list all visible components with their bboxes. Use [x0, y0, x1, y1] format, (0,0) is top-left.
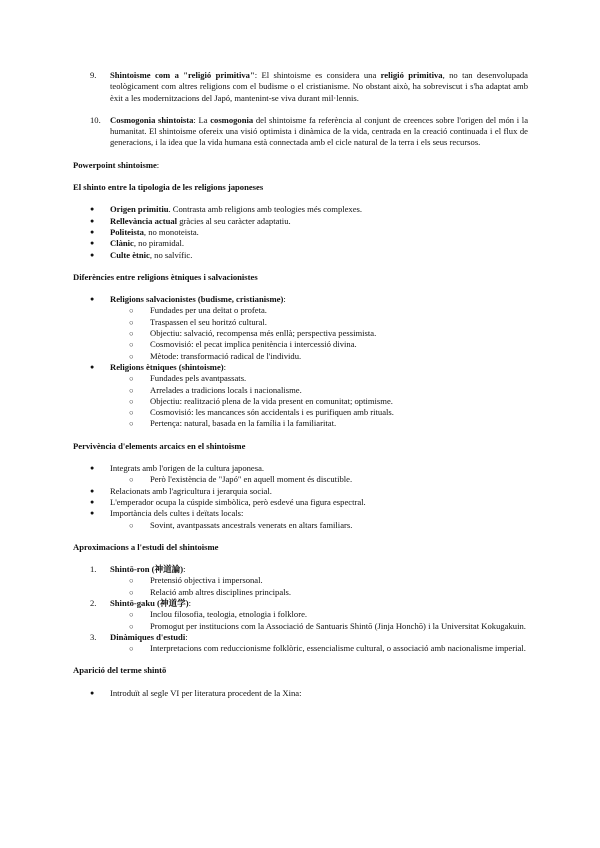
circle-bullet-icon: ○: [129, 576, 134, 586]
sub-item-text: Fundades pels avantpassats.: [150, 373, 247, 384]
circle-bullet-icon: ○: [129, 306, 134, 316]
sub-list-item: [73, 339, 528, 350]
circle-bullet-icon: ○: [129, 329, 134, 339]
list-item-bold: Rellevància actual: [110, 215, 178, 226]
document-content: [73, 70, 528, 699]
sub-list: [110, 474, 528, 485]
section-heading-aparicio: Aparició del terme shintō: [73, 665, 167, 676]
sub-item-text: Pretensió objectiva i impersonal.: [150, 575, 263, 586]
bullet-icon: ●: [90, 216, 95, 225]
item-suffix: :: [185, 631, 188, 642]
item-text: , no tan desenvolupada teològicament com altres religions com el budisme o el cristianisme. No obstant això, ha sobreviscut i s'ha adaptat amb èxit a les modernitzacions del Japó, mantenint-se viva durant mil·lennis.: [110, 70, 528, 103]
bullet-icon: ●: [90, 486, 95, 495]
sub-list-item: [73, 418, 528, 429]
item-number: 1.: [90, 564, 97, 575]
sub-item-text: Objectiu: salvació, recompensa més enllà; perspectiva pessimista.: [150, 328, 377, 339]
sub-list-item: [73, 317, 528, 328]
bullet-icon: ●: [90, 205, 95, 214]
list-item-text: Introduït al segle VI per literatura procedent de la Xina:: [110, 687, 302, 698]
list-item-text: Integrats amb l'origen de la cultura japonesa.: [110, 463, 265, 474]
sub-list-item: [73, 575, 528, 586]
section-heading-pervivencia: Pervivència d'elements arcaics en el shintoisme: [73, 440, 246, 451]
group-title: Religions salvacionistes (budisme, cristianisme): [110, 294, 284, 305]
list-item-bold: Culte ètnic: [110, 249, 150, 260]
diferencies-list: [73, 294, 528, 430]
circle-bullet-icon: ○: [129, 610, 134, 620]
sub-item-text: Cosmovisió: el pecat implica penitència i intercessió divina.: [150, 339, 357, 350]
sub-list-item: [73, 474, 528, 485]
item-title: Dinàmiques d'estudi: [110, 631, 186, 642]
sub-item-text: Interpretacions com reduccionisme folklòric, essencialisme cultural, o associació amb nacionalisme imperial.: [150, 643, 526, 654]
list-item-bold: Origen primitiu: [110, 204, 169, 215]
list-item-bold: Politeista: [110, 226, 144, 237]
circle-bullet-icon: ○: [129, 587, 134, 597]
sub-item-text: Però l'existència de "Japó" en aquell moment és discutible.: [150, 474, 353, 485]
aproximacions-list: [73, 564, 528, 654]
item-suffix: :: [188, 597, 191, 608]
list-item-text: , no piramidal.: [133, 238, 184, 249]
list-item: [73, 508, 528, 531]
circle-bullet-icon: ○: [129, 317, 134, 327]
numbered-list-item: [73, 598, 528, 632]
section-heading-tipologia: El shinto entre la tipologia de les religions japoneses: [73, 182, 264, 193]
sub-item-text: Relació amb altres disciplines principals.: [150, 586, 292, 597]
list-item: [73, 204, 528, 215]
circle-bullet-icon: ○: [129, 644, 134, 654]
numbered-list-item: [73, 564, 528, 598]
sub-item-text: Inclou filosofia, teologia, etnologia i folklore.: [150, 609, 308, 620]
item-suffix: :: [183, 564, 186, 575]
sub-item-text: Cosmovisió: les mancances són accidentals i es purifiquen amb rituals.: [150, 407, 394, 418]
sub-item-text: Sovint, avantpassats ancestrals venerats en altars familiars.: [150, 519, 353, 530]
numbered-item-9: [73, 70, 528, 104]
numbered-item-10: [73, 115, 528, 149]
bullet-icon: ●: [90, 497, 95, 506]
list-item: [73, 486, 528, 497]
circle-bullet-icon: ○: [129, 475, 134, 485]
item-title: Shintō-gaku (神道学): [110, 597, 189, 608]
sub-list-item: [73, 328, 528, 339]
sub-list-item: [73, 609, 528, 620]
sub-item-text: Mètode: transformació radical de l'individu.: [150, 350, 302, 361]
bullet-icon: ●: [90, 295, 95, 304]
sub-list-item: [73, 621, 528, 632]
sub-item-text: Objectiu: realització plena de la vida present en comunitat; optimisme.: [150, 395, 393, 406]
sub-list-item: [73, 351, 528, 362]
item-title: Shintō-ron (神道論): [110, 564, 184, 575]
group-suffix: :: [223, 361, 227, 372]
sub-item-text: Pertença: natural, basada en la família i la familiaritat.: [150, 418, 337, 429]
item-number: 2.: [90, 597, 97, 608]
list-item: [73, 497, 528, 508]
sub-list-item: [73, 587, 528, 598]
circle-bullet-icon: ○: [129, 396, 134, 406]
circle-bullet-icon: ○: [129, 419, 134, 429]
sub-item-text: Traspassen el seu horitzó cultural.: [150, 316, 267, 327]
item-text: : El shintoisme es considera una: [254, 70, 381, 80]
pervivencia-list: [73, 463, 528, 531]
aparicio-list: [73, 688, 528, 699]
sub-list: [110, 305, 528, 361]
bullet-icon: ●: [90, 239, 95, 248]
sub-list-item: [73, 305, 528, 316]
list-item: [73, 216, 528, 227]
sub-list: [110, 575, 528, 598]
circle-bullet-icon: ○: [129, 621, 134, 631]
bullet-icon: ●: [90, 688, 95, 697]
sub-list-item: [73, 385, 528, 396]
group-title: Religions ètniques (shintoisme): [110, 361, 224, 372]
sub-list-item: [73, 643, 528, 654]
circle-bullet-icon: ○: [129, 340, 134, 350]
bullet-icon: ●: [90, 250, 95, 259]
list-item-text: Importància dels cultes i deïtats locals:: [110, 508, 244, 519]
numbered-list-item: [73, 632, 528, 655]
list-item-text: , no salvífic.: [149, 249, 193, 260]
list-item: [73, 238, 528, 249]
list-item: [73, 688, 528, 699]
group-suffix: :: [283, 294, 286, 305]
list-item-text: Relacionats amb l'agricultura i jerarquia social.: [110, 485, 272, 496]
circle-bullet-icon: ○: [129, 385, 134, 395]
circle-bullet-icon: ○: [129, 351, 134, 361]
item-text: del shintoisme fa referència al conjunt de creences sobre l'origen del món i la humanitat. El shintoisme ofereix una visió optimista i dinàmica de la vida, centrada en la creació continuada i el flux de generacions, i la idea que la vida humana està connectada amb el cicle natural de la terra i els seus recursos.: [110, 114, 529, 148]
item-bold-term: religió primitiva: [380, 70, 443, 80]
bullet-icon: ●: [90, 362, 95, 371]
item-bold-term: cosmogonia: [210, 114, 254, 125]
tipologia-list: [73, 204, 528, 260]
list-item-text: . Contrasta amb religions amb teologies més complexes.: [168, 204, 363, 215]
list-item: [73, 227, 528, 238]
sub-list-item: [73, 396, 528, 407]
bullet-icon: ●: [90, 509, 95, 518]
sub-item-text: Fundades per una deïtat o profeta.: [150, 305, 267, 316]
sub-list-item: [73, 520, 528, 531]
item-term: Shintoisme com a "religió primitiva": [110, 70, 255, 80]
section-heading-diferencies: Diferències entre religions ètniques i salvacionistes: [73, 271, 258, 282]
list-item: [73, 362, 528, 430]
sub-list: [110, 520, 528, 531]
bullet-icon: ●: [90, 227, 95, 236]
item-text: : La: [193, 114, 211, 125]
list-item-text: , no monoteista.: [143, 226, 199, 237]
list-item: [73, 463, 528, 486]
sub-list-item: [73, 407, 528, 418]
sub-item-text: Promogut per institucions com la Associació de Santuaris Shintō (Jinja Honchō) i la Universitat Kokugakuin.: [150, 620, 526, 631]
sub-list: [110, 373, 528, 429]
list-item-text: gràcies al seu caràcter adaptatiu.: [177, 215, 291, 226]
circle-bullet-icon: ○: [129, 520, 134, 530]
powerpoint-label: Powerpoint shintoisme:: [73, 159, 160, 170]
item-number: 3.: [90, 631, 97, 642]
bullet-icon: ●: [90, 464, 95, 473]
item-number: 10.: [90, 114, 101, 125]
sub-item-text: Arrelades a tradicions locals i nacionalisme.: [150, 384, 302, 395]
circle-bullet-icon: ○: [129, 408, 134, 418]
sub-list-item: [73, 373, 528, 384]
sub-list: [110, 609, 528, 632]
sub-list: [110, 643, 528, 654]
list-item: [73, 250, 528, 261]
section-heading-aproximacions: Aproximacions a l'estudi del shintoisme: [73, 541, 219, 552]
list-item-text: L'emperador ocupa la cúspide simbòlica, però esdevé una figura espectral.: [110, 496, 366, 507]
list-item: [73, 294, 528, 362]
circle-bullet-icon: ○: [129, 374, 134, 384]
item-number: 9.: [90, 70, 97, 80]
item-term: Cosmogonia shintoista: [110, 114, 194, 125]
powerpoint-label-text: Powerpoint shintoisme: [73, 159, 157, 170]
list-item-bold: Clànic: [110, 238, 134, 249]
